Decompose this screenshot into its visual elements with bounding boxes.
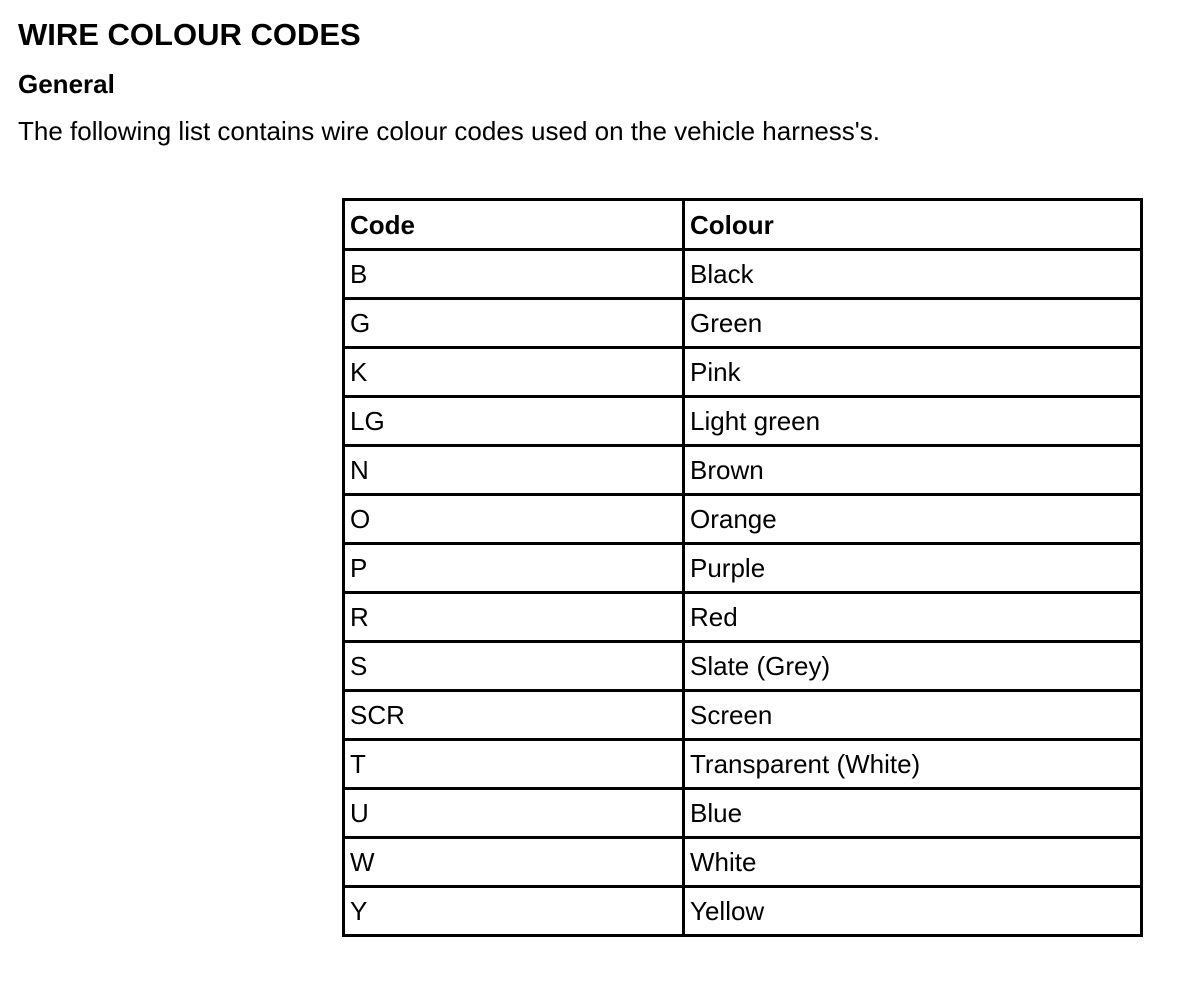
colour-cell: Yellow	[684, 887, 1142, 936]
code-cell: S	[344, 642, 684, 691]
table-row	[344, 446, 1142, 495]
table-row	[344, 740, 1142, 789]
table-row	[344, 348, 1142, 397]
table-row	[344, 250, 1142, 299]
colour-cell: Purple	[684, 544, 1142, 593]
colour-cell: Black	[684, 250, 1142, 299]
table-row	[344, 691, 1142, 740]
colour-cell: Blue	[684, 789, 1142, 838]
table-row	[344, 397, 1142, 446]
wire-colour-table-container	[342, 198, 1140, 937]
table-row	[344, 642, 1142, 691]
code-cell: SCR	[344, 691, 684, 740]
code-cell: W	[344, 838, 684, 887]
table-row	[344, 299, 1142, 348]
table-row	[344, 593, 1142, 642]
page-title: WIRE COLOUR CODES	[18, 17, 361, 52]
table-row	[344, 838, 1142, 887]
code-cell: LG	[344, 397, 684, 446]
table-row	[344, 887, 1142, 936]
colour-cell: Slate (Grey)	[684, 642, 1142, 691]
colour-cell: Brown	[684, 446, 1142, 495]
colour-cell: Transparent (White)	[684, 740, 1142, 789]
table-row	[344, 495, 1142, 544]
section-heading: General	[18, 69, 115, 99]
code-cell: T	[344, 740, 684, 789]
code-cell: Y	[344, 887, 684, 936]
intro-paragraph: The following list contains wire colour codes used on the vehicle harness's.	[18, 116, 880, 146]
table-header-row	[344, 200, 1142, 250]
colour-cell: Screen	[684, 691, 1142, 740]
table-row	[344, 544, 1142, 593]
code-cell: K	[344, 348, 684, 397]
column-header-code: Code	[344, 200, 684, 250]
code-cell: O	[344, 495, 684, 544]
colour-cell: Red	[684, 593, 1142, 642]
code-cell: P	[344, 544, 684, 593]
colour-cell: White	[684, 838, 1142, 887]
code-cell: N	[344, 446, 684, 495]
table-row	[344, 789, 1142, 838]
code-cell: R	[344, 593, 684, 642]
code-cell: G	[344, 299, 684, 348]
colour-cell: Orange	[684, 495, 1142, 544]
colour-cell: Pink	[684, 348, 1142, 397]
code-cell: B	[344, 250, 684, 299]
colour-cell: Green	[684, 299, 1142, 348]
colour-cell: Light green	[684, 397, 1142, 446]
wire-colour-codes-table	[342, 198, 1143, 937]
column-header-colour: Colour	[684, 200, 1142, 250]
code-cell: U	[344, 789, 684, 838]
